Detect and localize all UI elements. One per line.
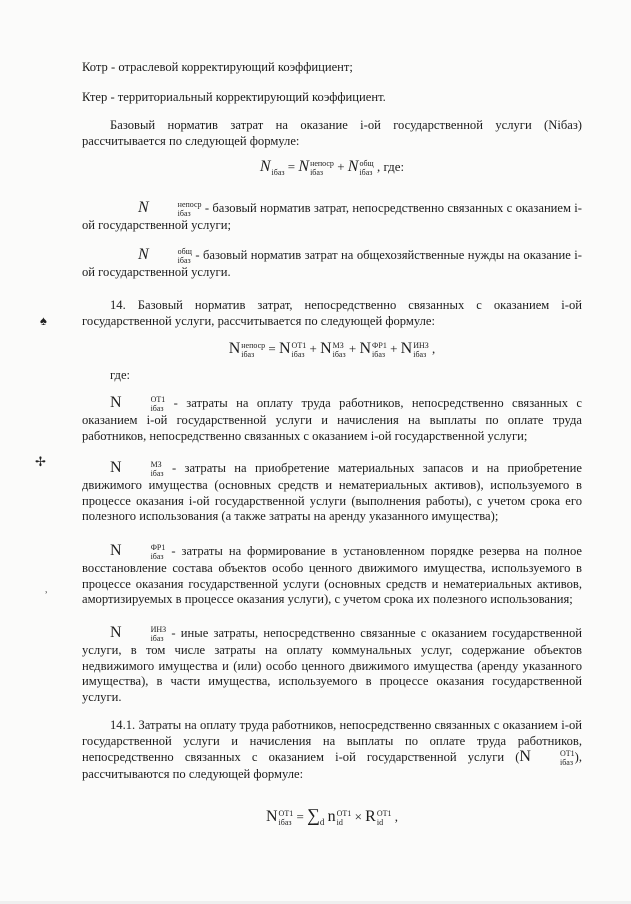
formula-direct: N непоср iбаз = N OT1 iбаз + N МЗ iбаз + N ФР1 iбаз + N ИНЗ iбаз , [228, 340, 436, 360]
def-mz: N МЗ iбаз - затраты на приобретение материальных запасов и на приобретение движимого имущества (основных средств и нематериальных активов), используемого в процессе оказания i-ой государственной услуги (выполнения работы), с учетом срока его полезного использования (а также затраты на аренду указанного имущества); [82, 459, 582, 524]
item-14-1: 14.1. Затраты на оплату труда работников, непосредственно связанных с оказанием i-ой государственной услуги и начисления на выплаты по оплате труда работников, непосредственно связанных с оказанием i-ой государственной услуги (N OT1 iбаз ), рассчитываются по следующей формуле: [82, 718, 582, 782]
margin-mark: ʾ [44, 588, 49, 603]
k-ter-line: Ктер - территориальный корректирующий коэффициент. [82, 90, 386, 104]
item-14: 14. Базовый норматив затрат, непосредственно связанных с оказанием i-ой государственной услуги, рассчитывается по следующей формуле: [82, 298, 582, 328]
def-ot1: N OT1 iбаз - затраты на оплату труда работников, непосредственно связанных с оказанием i-ой государственной услуги и начисления на выплаты по оплате труда работников, непосредственно связанных с оказанием i-ой государственной услуги; [82, 394, 582, 443]
def-general: N общ iбаз - базовый норматив затрат на общехозяйственные нужды на оказание i-ой государственной услуги. [82, 246, 582, 280]
where-label: где: [110, 368, 131, 382]
margin-mark: ♠ [40, 313, 47, 328]
margin-mark: ✢ [35, 454, 46, 469]
formula-base-norm: N iбаз = N непоср iбаз + N общ iбаз , где: [259, 158, 405, 178]
k-otr-line: Котр - отраслевой корректирующий коэффициент; [82, 60, 353, 74]
def-direct: N непоср iбаз - базовый норматив затрат, непосредственно связанных с оказанием i-ой государственной услуги; [82, 199, 582, 233]
formula-ot1: N OT1 iбаз = $\sum_d$ n OT1 id × R OT1 id , [265, 805, 399, 828]
def-inz: N ИНЗ iбаз - иные затраты, непосредственно связанные с оказанием государственной услуги, в том числе затраты на оплату коммунальных услуг, содержание объектов недвижимого имущества и (или) особо ценного движимого имущества (аренду указанного имущества), в части имущества, используемого в процессе оказания государственной услуги. [82, 624, 582, 704]
base-norm-paragraph: Базовый норматив затрат на оказание i-ой государственной услуги (Niбаз) рассчитывается по следующей формуле: [82, 118, 582, 148]
def-fr1: N ФР1 iбаз - затраты на формирование в установленном порядке резерва на полное восстановление состава объектов особо ценного движимого имущества, используемого в процессе оказания государственной услуги (основных средств и нематериальных активов, амортизируемых в процессе оказания услуги), с учетом срока их полезного использования; [82, 542, 582, 607]
